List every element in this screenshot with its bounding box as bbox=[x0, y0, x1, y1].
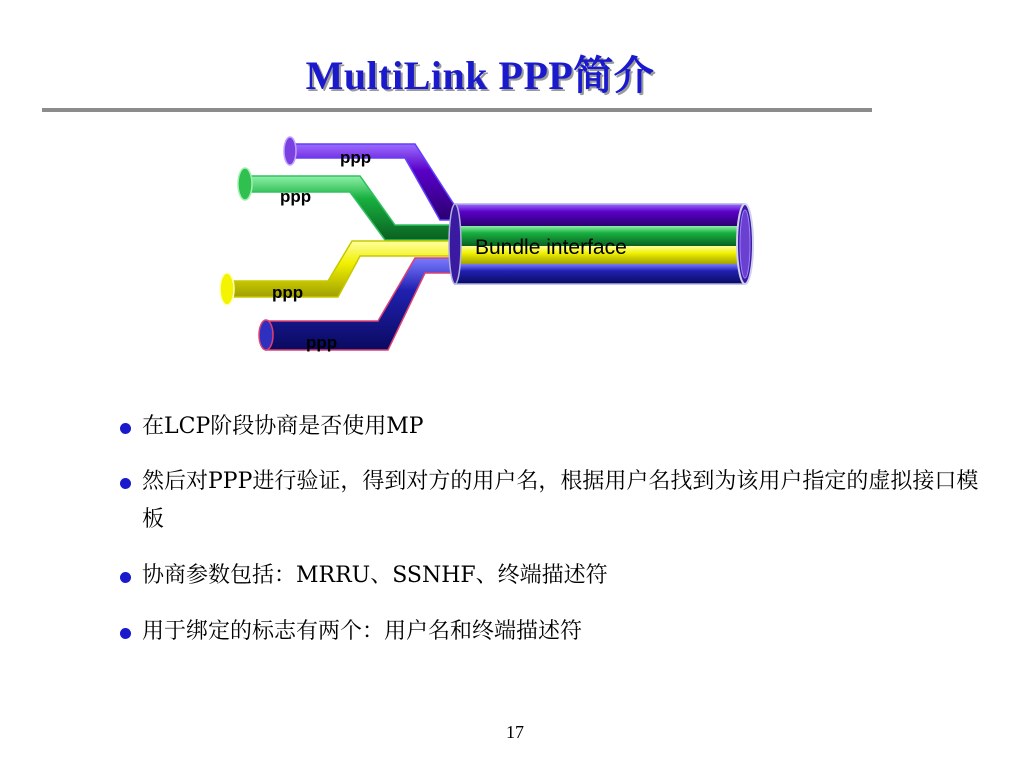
ppp-label-purple: ppp bbox=[340, 148, 372, 167]
bullet-item bbox=[118, 408, 988, 446]
ppp-label-green: ppp bbox=[280, 187, 312, 206]
page-number: 17 bbox=[506, 722, 524, 742]
ppp-label-yellow: ppp bbox=[272, 283, 304, 302]
bullet-item bbox=[118, 463, 988, 539]
bullet-list bbox=[118, 408, 988, 669]
bullet-item bbox=[118, 557, 988, 595]
bullet-item bbox=[118, 613, 988, 651]
bullet-text: 然后对PPP进行验证，得到对方的用户名，根据用户名找到为该用户指定的虚拟接口模板 bbox=[142, 469, 979, 532]
bullet-text: 用于绑定的标志有两个：用户名和终端描述符 bbox=[142, 619, 583, 644]
bullet-dot-icon bbox=[120, 423, 131, 434]
slide-title: MultiLink PPP简介 bbox=[305, 53, 655, 98]
bullet-dot-icon bbox=[120, 572, 131, 583]
bundle-interface-label: Bundle interface bbox=[475, 236, 627, 259]
title-divider bbox=[42, 108, 872, 112]
bullet-dot-icon bbox=[120, 628, 131, 639]
bullet-dot-icon bbox=[120, 478, 131, 489]
bullet-text: 在LCP阶段协商是否使用MP bbox=[142, 414, 424, 439]
multilink-diagram bbox=[200, 130, 760, 370]
ppp-label-blue: ppp bbox=[306, 333, 338, 352]
bullet-text: 协商参数包括：MRRU、SSNHF、终端描述符 bbox=[142, 563, 608, 588]
